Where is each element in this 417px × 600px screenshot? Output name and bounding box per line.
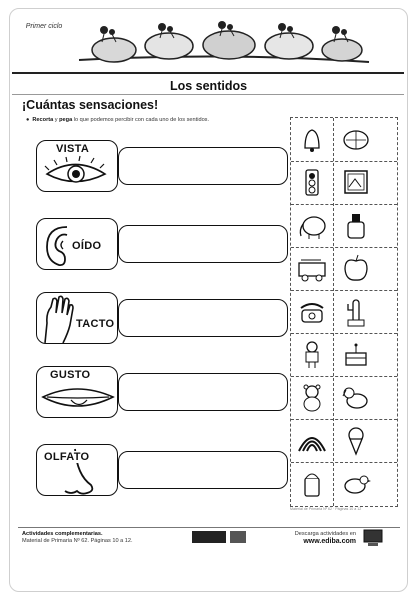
painting-icon	[337, 165, 375, 199]
instruction-and: y	[53, 117, 60, 123]
cactus-icon	[337, 294, 375, 328]
sense-label-olfato: OLFATO	[44, 451, 90, 463]
cut-line	[291, 333, 397, 334]
page-title: Los sentidos	[169, 79, 248, 93]
sense-row-gusto	[36, 366, 288, 418]
instruction-verb-paste: pega	[59, 117, 73, 123]
bullet-icon: ●	[26, 117, 30, 123]
elephant-icon	[293, 208, 331, 242]
bird-cutout[interactable]	[337, 466, 375, 500]
title-divider	[12, 94, 404, 95]
cake-cutout[interactable]	[337, 337, 375, 371]
answer-box-olfato[interactable]	[118, 451, 288, 489]
footer-source: Material de Primaria Nº 62. Páginas 10 a 12.	[22, 538, 133, 544]
fire-truck-cutout[interactable]	[293, 251, 331, 285]
answer-box-vista[interactable]	[118, 147, 288, 185]
header-divider	[12, 72, 404, 74]
cut-line	[291, 161, 397, 162]
sense-row-olfato	[36, 444, 288, 496]
painting-cutout[interactable]	[337, 165, 375, 199]
teddy-bear-cutout[interactable]	[293, 380, 331, 414]
lemon-icon	[337, 122, 375, 156]
bird-icon	[337, 466, 375, 500]
boy-icon	[293, 337, 331, 371]
publisher-logos	[190, 528, 250, 546]
cut-line	[291, 247, 397, 248]
cut-line	[291, 204, 397, 205]
sense-label-tacto: TACTO	[76, 318, 115, 330]
ants-banner-illustration	[74, 12, 374, 72]
sense-label-oido: OÍDO	[72, 240, 102, 252]
sense-label-vista: VISTA	[56, 143, 90, 155]
cactus-cutout[interactable]	[337, 294, 375, 328]
bell-cutout[interactable]	[293, 122, 331, 156]
sense-row-oido	[36, 218, 288, 270]
fire-truck-icon	[293, 251, 331, 285]
instruction-verb-cut: Recorta	[32, 117, 54, 123]
elephant-cutout[interactable]	[293, 208, 331, 242]
sense-row-tacto	[36, 292, 288, 344]
answer-box-gusto[interactable]	[118, 373, 288, 411]
traffic-light-icon	[293, 165, 331, 199]
salt-shaker-cutout[interactable]	[293, 466, 331, 500]
telephone-icon	[293, 294, 331, 328]
teddy-bear-icon	[293, 380, 331, 414]
cycle-label: Primer ciclo	[25, 23, 63, 30]
ice-cream-cutout[interactable]	[337, 423, 375, 457]
apple-cutout[interactable]	[337, 251, 375, 285]
footer-url[interactable]: www.ediba.com	[303, 538, 356, 545]
dog-cutout[interactable]	[337, 380, 375, 414]
instruction-text: lo que podemos percibir con cada uno de los sentidos.	[72, 117, 210, 123]
cutout-divider	[333, 118, 334, 506]
sense-row-vista	[36, 140, 288, 192]
rainbow-cutout[interactable]	[293, 423, 331, 457]
telephone-cutout[interactable]	[293, 294, 331, 328]
apple-icon	[337, 251, 375, 285]
answer-box-tacto[interactable]	[118, 299, 288, 337]
boy-cutout[interactable]	[293, 337, 331, 371]
instructions	[26, 117, 209, 123]
answer-box-oido[interactable]	[118, 225, 288, 263]
computer-icon	[362, 528, 384, 548]
rainbow-icon	[293, 423, 331, 457]
lemon-cutout[interactable]	[337, 122, 375, 156]
footer-title: Actividades complementarias.	[22, 531, 103, 537]
sense-label-gusto: GUSTO	[50, 369, 91, 381]
cutout-grid	[290, 117, 398, 507]
cut-line	[291, 290, 397, 291]
salt-shaker-icon	[293, 466, 331, 500]
activity-heading: ¡Cuántas sensaciones!	[22, 98, 159, 112]
footer-download-label: Descarga actividades en	[294, 531, 356, 537]
dog-icon	[337, 380, 375, 414]
bell-icon	[293, 122, 331, 156]
ice-cream-icon	[337, 423, 375, 457]
cut-line	[291, 376, 397, 377]
cake-icon	[337, 337, 375, 371]
perfume-icon	[337, 208, 375, 242]
cut-line	[291, 462, 397, 463]
cut-line	[291, 419, 397, 420]
traffic-light-cutout[interactable]	[293, 165, 331, 199]
perfume-cutout[interactable]	[337, 208, 375, 242]
small-credit: Material de Primaria Nº 62 · Páginas 10 a 12	[290, 507, 362, 511]
